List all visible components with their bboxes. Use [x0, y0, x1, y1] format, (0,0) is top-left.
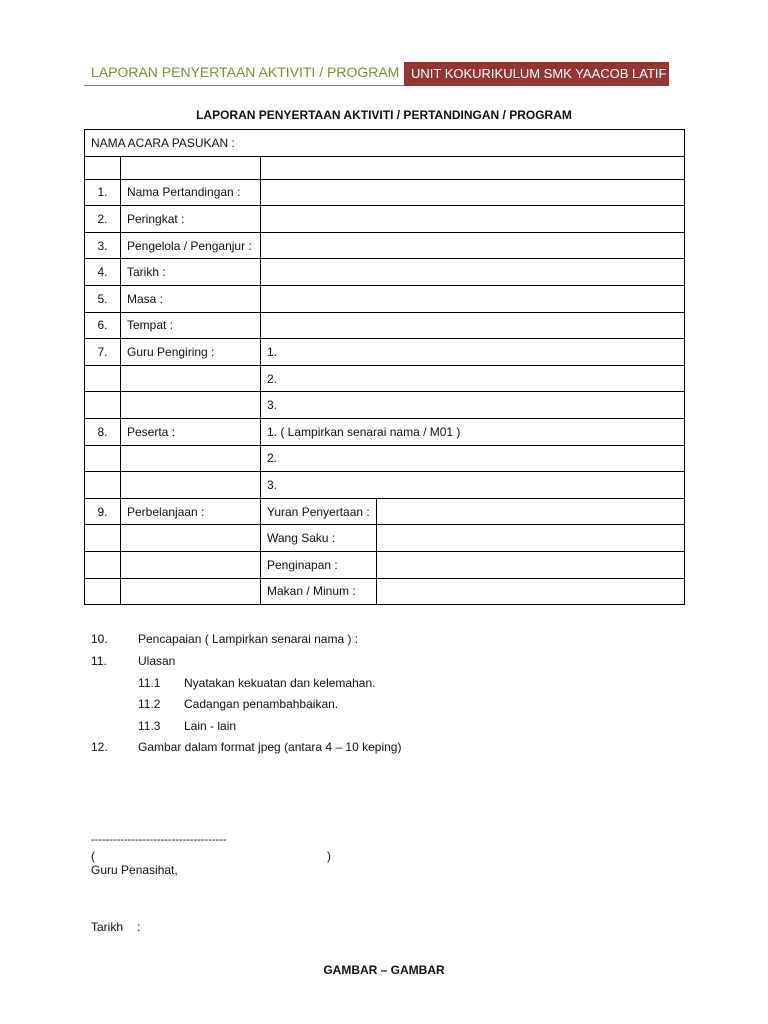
document-title: LAPORAN PENYERTAAN AKTIVITI / PERTANDINGAN / PROGRAM — [196, 108, 572, 122]
peserta-field-2[interactable]: 2. — [261, 445, 685, 472]
table-row — [85, 578, 685, 605]
masa-field[interactable] — [261, 285, 685, 312]
signature-role: Guru Penasihat, — [91, 863, 178, 877]
wang-saku-field[interactable] — [377, 525, 685, 552]
row-label: Guru Pengiring : — [121, 339, 261, 366]
row-number: 4. — [85, 259, 121, 286]
table-cell — [121, 525, 261, 552]
table-row — [85, 551, 685, 578]
table-row — [85, 312, 685, 339]
list-text: Ulasan — [138, 654, 176, 668]
row-label: Pengelola / Penganjur : — [121, 232, 261, 259]
tarikh-field[interactable] — [261, 259, 685, 286]
row-label: Perbelanjaan : — [121, 498, 261, 525]
expense-label: Wang Saku : — [261, 525, 377, 552]
row-number: 1. — [85, 179, 121, 206]
sub-list-text: Cadangan penambahbaikan. — [184, 697, 339, 711]
report-form-table — [84, 129, 685, 605]
peserta-field-3[interactable]: 3. — [261, 472, 685, 499]
yuran-penyertaan-field[interactable] — [377, 498, 685, 525]
row-label: Tarikh : — [121, 259, 261, 286]
signature-close-paren: ) — [327, 849, 331, 863]
row-label: Tempat : — [121, 312, 261, 339]
table-cell — [121, 578, 261, 605]
guru-pengiring-field-1[interactable]: 1. — [261, 339, 685, 366]
nama-pertandingan-field[interactable] — [261, 179, 685, 206]
row-number: 2. — [85, 206, 121, 233]
list-text: Pencapaian ( Lampirkan senarai nama ) : — [138, 632, 359, 646]
footer-title: GAMBAR – GAMBAR — [323, 963, 445, 977]
nama-acara-label: NAMA ACARA PASUKAN : — [85, 130, 685, 157]
signature-open-paren: ( — [91, 849, 95, 863]
sub-list-text: Nyatakan kekuatan dan kelemahan. — [184, 676, 376, 690]
table-row — [85, 259, 685, 286]
table-cell — [121, 472, 261, 499]
table-cell — [85, 392, 121, 419]
table-row — [85, 445, 685, 472]
guru-pengiring-field-3[interactable]: 3. — [261, 392, 685, 419]
table-row — [85, 498, 685, 525]
expense-label: Penginapan : — [261, 551, 377, 578]
table-row — [85, 418, 685, 445]
pengelola-field[interactable] — [261, 232, 685, 259]
table-cell — [85, 156, 121, 179]
expense-label: Yuran Penyertaan : — [261, 498, 377, 525]
table-row — [85, 285, 685, 312]
table-row — [85, 339, 685, 366]
list-text: Gambar dalam format jpeg (antara 4 – 10 keping) — [138, 740, 402, 754]
table-row — [85, 179, 685, 206]
table-cell — [85, 578, 121, 605]
signature-line: ------------------------------------- — [91, 834, 227, 846]
header-left-title: LAPORAN PENYERTAAN AKTIVITI / PROGRAM — [91, 64, 400, 80]
makan-minum-field[interactable] — [377, 578, 685, 605]
table-row — [85, 365, 685, 392]
header-underline — [84, 85, 404, 86]
sub-list-number: 11.3 — [138, 719, 161, 733]
date-colon: : — [137, 920, 141, 934]
list-number: 11. — [91, 654, 107, 668]
row-number: 3. — [85, 232, 121, 259]
row-number: 6. — [85, 312, 121, 339]
row-label: Peringkat : — [121, 206, 261, 233]
table-cell — [121, 445, 261, 472]
penginapan-field[interactable] — [377, 551, 685, 578]
table-cell[interactable] — [261, 156, 685, 179]
table-cell — [85, 365, 121, 392]
row-number: 9. — [85, 498, 121, 525]
peserta-field-1[interactable]: 1. ( Lampirkan senarai nama / M01 ) — [261, 418, 685, 445]
row-number: 7. — [85, 339, 121, 366]
sub-list-number: 11.2 — [138, 697, 161, 711]
table-row — [85, 232, 685, 259]
list-number: 10. — [91, 632, 108, 646]
date-label: Tarikh — [91, 920, 124, 934]
table-cell — [121, 551, 261, 578]
guru-pengiring-field-2[interactable]: 2. — [261, 365, 685, 392]
table-row — [85, 130, 685, 157]
list-number: 12. — [91, 740, 108, 754]
table-row — [85, 206, 685, 233]
table-cell — [121, 365, 261, 392]
table-cell — [85, 551, 121, 578]
table-cell — [85, 472, 121, 499]
row-number: 5. — [85, 285, 121, 312]
row-label: Nama Pertandingan : — [121, 179, 261, 206]
sub-list-text: Lain - lain — [184, 719, 237, 733]
sub-list-number: 11.1 — [138, 676, 161, 690]
expense-label: Makan / Minum : — [261, 578, 377, 605]
table-cell — [85, 525, 121, 552]
peringkat-field[interactable] — [261, 206, 685, 233]
row-number: 8. — [85, 418, 121, 445]
table-cell — [121, 156, 261, 179]
header-right-title: UNIT KOKURIKULUM SMK YAACOB LATIF — [404, 62, 669, 86]
table-row — [85, 156, 685, 179]
table-cell — [85, 445, 121, 472]
table-row — [85, 392, 685, 419]
tempat-field[interactable] — [261, 312, 685, 339]
row-label: Masa : — [121, 285, 261, 312]
row-label: Peserta : — [121, 418, 261, 445]
table-row — [85, 472, 685, 499]
table-cell — [121, 392, 261, 419]
table-row — [85, 525, 685, 552]
